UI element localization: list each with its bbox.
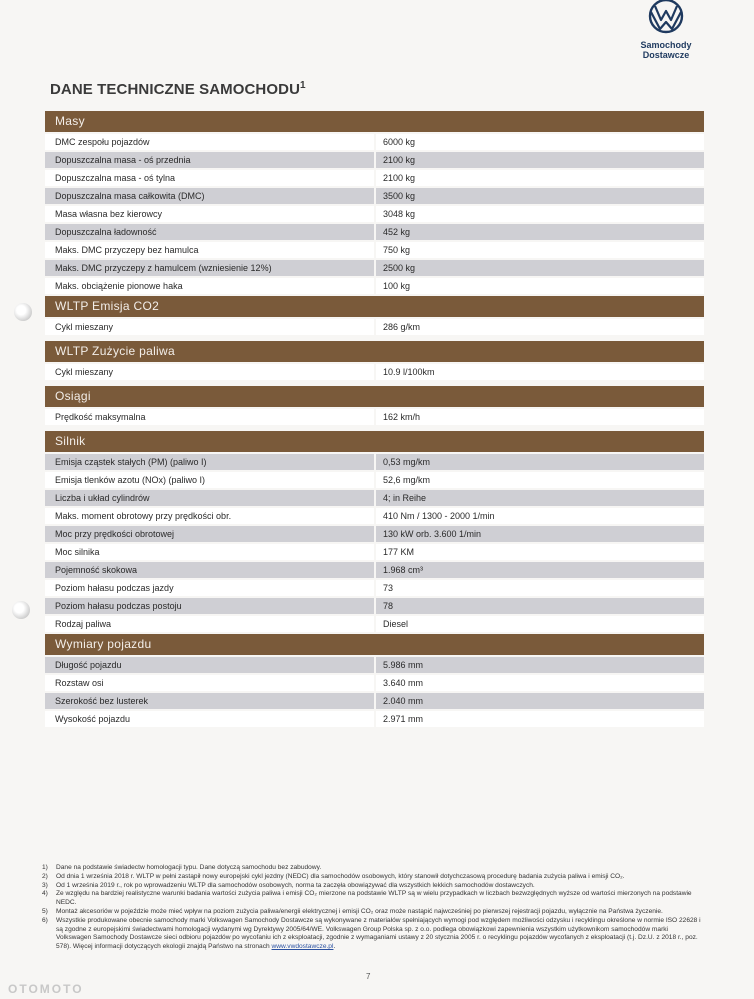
row-value: 10.9 l/100km bbox=[376, 364, 704, 380]
row-value: 2100 kg bbox=[376, 152, 704, 168]
spec-table bbox=[45, 111, 704, 729]
footnote-number: 2) bbox=[42, 872, 48, 880]
table-row bbox=[45, 170, 704, 186]
row-label: DMC zespołu pojazdów bbox=[45, 134, 374, 150]
row-label: Rodzaj paliwa bbox=[45, 616, 374, 632]
row-value: 3.640 mm bbox=[376, 675, 704, 691]
row-value: 5.986 mm bbox=[376, 657, 704, 673]
table-row bbox=[45, 490, 704, 506]
row-label: Dopuszczalna masa - oś przednia bbox=[45, 152, 374, 168]
row-label: Maks. DMC przyczepy z hamulcem (wzniesienie 12%) bbox=[45, 260, 374, 276]
row-value: Diesel bbox=[376, 616, 704, 632]
table-row bbox=[45, 675, 704, 691]
vwdostawcze-link[interactable]: www.vwdostawcze.pl bbox=[271, 943, 334, 951]
table-row bbox=[45, 188, 704, 204]
row-value: 410 Nm / 1300 - 2000 1/min bbox=[376, 508, 704, 524]
footnote-number: 4) bbox=[42, 890, 48, 898]
table-row bbox=[45, 278, 704, 294]
table-row bbox=[45, 562, 704, 578]
row-label: Prędkość maksymalna bbox=[45, 409, 374, 425]
page-title-text: DANE TECHNICZNE SAMOCHODU bbox=[50, 81, 300, 98]
row-value: 286 g/km bbox=[376, 319, 704, 335]
footnote-text: Montaż akcesoriów w pojeździe może mieć wpływ na poziom zużycia paliwa/energii elektrycznej i emisji CO₂ oraz może nastąpić najwcześniej po pierwszej rejestracji pojazdu, wyłącznie na Państwa życzenie. bbox=[56, 907, 663, 915]
row-label: Szerokość bez lusterek bbox=[45, 693, 374, 709]
row-value: 52,6 mg/km bbox=[376, 472, 704, 488]
table-row bbox=[45, 260, 704, 276]
row-label: Liczba i układ cylindrów bbox=[45, 490, 374, 506]
row-value: 0,53 mg/km bbox=[376, 454, 704, 470]
table-row bbox=[45, 364, 704, 380]
table-row bbox=[45, 508, 704, 524]
row-value: 3500 kg bbox=[376, 188, 704, 204]
row-label: Wysokość pojazdu bbox=[45, 711, 374, 727]
page-number: 7 bbox=[366, 972, 371, 981]
row-label: Dopuszczalna ładowność bbox=[45, 224, 374, 240]
row-value: 2.040 mm bbox=[376, 693, 704, 709]
row-label: Emisja tlenków azotu (NOx) (paliwo I) bbox=[45, 472, 374, 488]
row-value: 2100 kg bbox=[376, 170, 704, 186]
footnote bbox=[42, 882, 702, 891]
footnote-text bbox=[56, 917, 702, 952]
table-row bbox=[45, 580, 704, 596]
footnote-text: Ze względu na bardziej realistyczne warunki badania wartości zużycia paliwa i emisji CO₂ mierzone na podstawie WLTP są w wielu przypadkach w liczbach bezwzględnych wyższe od wartości mierzonych na podstawie NEDC. bbox=[56, 890, 692, 907]
row-label: Poziom hałasu podczas jazdy bbox=[45, 580, 374, 596]
table-row bbox=[45, 206, 704, 222]
footnote-text: Od 1 września 2019 r., rok po wprowadzeniu WLTP dla samochodów osobowych, norma ta zaczęła obowiązywać dla wszystkich lekkich samochodów dostawczych. bbox=[56, 881, 535, 889]
footnote-number: 6) bbox=[42, 916, 48, 924]
brand-line-2: Dostawcze bbox=[642, 50, 690, 60]
row-value: 2.971 mm bbox=[376, 711, 704, 727]
row-value: 130 kW orb. 3.600 1/min bbox=[376, 526, 704, 542]
row-label: Cykl mieszany bbox=[45, 364, 374, 380]
row-label: Dopuszczalna masa - oś tylna bbox=[45, 170, 374, 186]
table-row bbox=[45, 152, 704, 168]
title-footnote-ref: 1 bbox=[300, 80, 306, 91]
row-label: Emisja cząstek stałych (PM) (paliwo I) bbox=[45, 454, 374, 470]
table-row bbox=[45, 616, 704, 632]
brand-name bbox=[624, 40, 708, 60]
section-header-osiagi: Osiągi bbox=[45, 386, 704, 407]
footnote bbox=[42, 873, 702, 882]
row-label: Masa własna bez kierowcy bbox=[45, 206, 374, 222]
footnote-text: Od dnia 1 września 2018 r. WLTP w pełni zastąpił nowy europejski cykl jezdny (NEDC) dla samochodów osobowych, który stanowił dotychczasową procedurę badania zużycia paliwa i emisji CO₂. bbox=[56, 872, 625, 880]
row-value: 452 kg bbox=[376, 224, 704, 240]
page-title bbox=[50, 80, 306, 98]
row-value: 2500 kg bbox=[376, 260, 704, 276]
table-row bbox=[45, 472, 704, 488]
footnote-tail: . bbox=[333, 943, 336, 951]
row-value: 750 kg bbox=[376, 242, 704, 258]
table-row bbox=[45, 224, 704, 240]
table-row bbox=[45, 526, 704, 542]
table-row bbox=[45, 242, 704, 258]
footnote-text: Dane na podstawie świadectw homologacji typu. Dane dotyczą samochodu bez zabudowy. bbox=[56, 864, 322, 871]
table-row bbox=[45, 711, 704, 727]
footnote bbox=[42, 908, 702, 917]
footnote-number: 3) bbox=[42, 881, 48, 889]
section-header-silnik: Silnik bbox=[45, 431, 704, 452]
table-row bbox=[45, 657, 704, 673]
row-label: Moc przy prędkości obrotowej bbox=[45, 526, 374, 542]
row-label: Maks. obciążenie pionowe haka bbox=[45, 278, 374, 294]
row-value: 162 km/h bbox=[376, 409, 704, 425]
table-row bbox=[45, 693, 704, 709]
section-header-emisja: WLTP Emisja CO2 bbox=[45, 296, 704, 317]
footnote bbox=[42, 864, 702, 873]
row-value: 6000 kg bbox=[376, 134, 704, 150]
footnote-body: Wszystkie produkowane obecnie samochody marki Volkswagen Samochody Dostawcze są wykonywane z materiałów spełniających wymogi pod względem możliwości odzysku i recyklingu określone w normie ISO 22628 i są zgodne z europejskimi świadectwami homologacji wydanymi wg Dyrektywy 2005/64/WE. Volkswagen Group Polska sp. z o.o. podlega obowiązkowi zapewnienia wszystkim użytkownikom samochodów marki Volkswagen Samochody Dostawcze sieci odbioru pojazdów po wycofaniu ich z eksploatacji, zgodnie z wymaganiami ustawy z 20 stycznia 2005 r. o recyklingu pojazdów wycofanych z eksploatacji (t.j. Dz.U. z 2018 r., poz. 578). Więcej informacji dotyczących ekologii znajdą Państwo na stronach bbox=[56, 916, 701, 951]
row-value: 4; in Reihe bbox=[376, 490, 704, 506]
row-label: Maks. moment obrotowy przy prędkości obr. bbox=[45, 508, 374, 524]
row-label: Pojemność skokowa bbox=[45, 562, 374, 578]
row-label: Długość pojazdu bbox=[45, 657, 374, 673]
brand-line-1: Samochody bbox=[640, 40, 692, 50]
row-label: Poziom hałasu podczas postoju bbox=[45, 598, 374, 614]
row-label: Moc silnika bbox=[45, 544, 374, 560]
row-value: 73 bbox=[376, 580, 704, 596]
table-row bbox=[45, 409, 704, 425]
row-value: 78 bbox=[376, 598, 704, 614]
table-row bbox=[45, 134, 704, 150]
footnote bbox=[42, 917, 702, 952]
section-header-zuzycie: WLTP Zużycie paliwa bbox=[45, 341, 704, 362]
section-header-wymiary: Wymiary pojazdu bbox=[45, 634, 704, 655]
table-row bbox=[45, 454, 704, 470]
footnote-number: 5) bbox=[42, 907, 48, 915]
footnote-number: 1) bbox=[42, 864, 48, 871]
watermark: OTOMOTO bbox=[8, 982, 84, 996]
table-row bbox=[45, 598, 704, 614]
footnotes bbox=[42, 864, 702, 952]
table-row bbox=[45, 319, 704, 335]
row-label: Rozstaw osi bbox=[45, 675, 374, 691]
footnote bbox=[42, 890, 702, 908]
punch-hole-top bbox=[14, 303, 32, 321]
row-label: Maks. DMC przyczepy bez hamulca bbox=[45, 242, 374, 258]
row-label: Cykl mieszany bbox=[45, 319, 374, 335]
vw-logo-icon bbox=[640, 0, 692, 36]
row-value: 177 KM bbox=[376, 544, 704, 560]
row-value: 1.968 cm³ bbox=[376, 562, 704, 578]
punch-hole-bottom bbox=[12, 601, 30, 619]
table-row bbox=[45, 544, 704, 560]
row-value: 100 kg bbox=[376, 278, 704, 294]
section-header-masy: Masy bbox=[45, 111, 704, 132]
row-label: Dopuszczalna masa całkowita (DMC) bbox=[45, 188, 374, 204]
row-value: 3048 kg bbox=[376, 206, 704, 222]
